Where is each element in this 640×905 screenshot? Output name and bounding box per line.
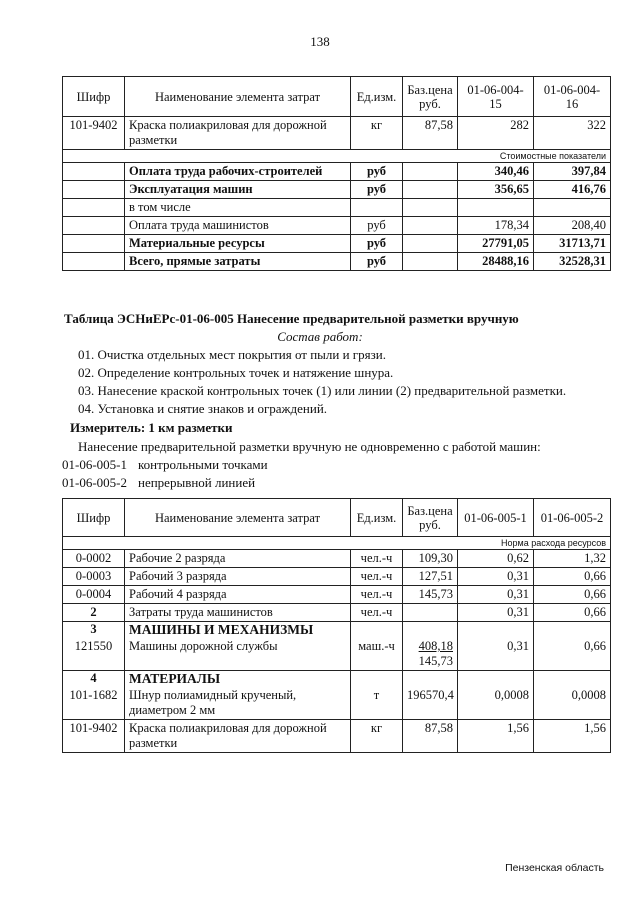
summary-v1: 27791,05: [458, 235, 534, 253]
cell-name: Краска полиакриловая для дорожной разметки: [125, 117, 351, 150]
table-row: [63, 235, 611, 253]
header-code: Шифр: [63, 77, 125, 117]
meter-unit: Измеритель: 1 км разметки: [70, 420, 233, 435]
cell-price: 87,58: [403, 720, 458, 753]
cell-price: 109,30: [403, 550, 458, 568]
cell-v2: 322: [534, 117, 611, 150]
header-unit: Ед.изм.: [351, 499, 403, 537]
variant-label: непрерывной линией: [138, 475, 256, 490]
table-row: [63, 199, 611, 217]
cell-code: 101-9402: [63, 117, 125, 150]
cell-name: Затраты труда машинистов: [125, 604, 351, 622]
cell-unit: чел.-ч: [351, 604, 403, 622]
cell-name: Рабочие 2 разряда: [125, 550, 351, 568]
table-row: [63, 163, 611, 181]
summary-v1: 178,34: [458, 217, 534, 235]
header-code: Шифр: [63, 499, 125, 537]
cell-price: 145,73: [403, 586, 458, 604]
cell-name: Рабочий 3 разряда: [125, 568, 351, 586]
cell-v2: 1,56: [534, 720, 611, 753]
section-label: Норма расхода ресурсов: [63, 537, 611, 550]
table-row: [63, 568, 611, 586]
cell-v1: 1,56: [458, 720, 534, 753]
section-title: МАШИНЫ И МЕХАНИЗМЫ: [125, 622, 351, 639]
work-step: 03. Нанесение краской контрольных точек (1) или линии (2) предварительной разметки.: [78, 383, 567, 398]
header-price: Баз.цена руб.: [403, 499, 458, 537]
cell-v2: 0,66: [534, 604, 611, 622]
description: Нанесение предварительной разметки вручную не одновременно с работой машин:: [78, 439, 541, 454]
table-row: [63, 217, 611, 235]
composition-title: Состав работ:: [277, 329, 363, 344]
header-name: Наименование элемента затрат: [125, 499, 351, 537]
cost-table-1: [62, 76, 611, 271]
table-heading: Таблица ЭСНиЕРс-01-06-005 Нанесение предварительной разметки вручную: [64, 311, 519, 326]
section-label: Стоимостные показатели: [63, 150, 611, 163]
cell-v2: 0,66: [534, 638, 611, 671]
cell-v2: 0,66: [534, 586, 611, 604]
cell-unit: чел.-ч: [351, 550, 403, 568]
cell-code: 121550: [63, 638, 125, 671]
cell-code: 101-1682: [63, 687, 125, 720]
summary-name: Оплата труда рабочих-строителей: [125, 163, 351, 181]
table-row: [63, 550, 611, 568]
summary-name: Эксплуатация машин: [125, 181, 351, 199]
cell-price: 408,18: [418, 639, 453, 653]
table-row: [63, 181, 611, 199]
work-step: 04. Установка и снятие знаков и ограждений.: [78, 401, 328, 416]
table-row: [63, 253, 611, 271]
section-title: МАТЕРИАЛЫ: [125, 671, 351, 688]
work-step: 02. Определение контрольных точек и натяжение шнура.: [78, 365, 394, 380]
summary-v1: 28488,16: [458, 253, 534, 271]
header-name: Наименование элемента затрат: [125, 77, 351, 117]
table-row: [63, 117, 611, 150]
cell-name: Машины дорожной службы: [125, 638, 351, 671]
summary-unit: руб: [351, 163, 403, 181]
summary-unit: руб: [351, 253, 403, 271]
cell-v1: 0,31: [458, 586, 534, 604]
summary-v2: 208,40: [534, 217, 611, 235]
cell-v1: 0,31: [458, 638, 534, 671]
cell-v2: 0,66: [534, 568, 611, 586]
variant-label: контрольными точками: [138, 457, 268, 472]
table-row: [63, 586, 611, 604]
summary-unit: руб: [351, 181, 403, 199]
header-unit: Ед.изм.: [351, 77, 403, 117]
cell-v1: 0,31: [458, 604, 534, 622]
summary-name: в том числе: [125, 199, 351, 217]
cell-unit: маш.-ч: [351, 638, 403, 671]
summary-v2: 416,76: [534, 181, 611, 199]
cell-price: 196570,4: [403, 687, 458, 720]
work-step: 01. Очистка отдельных мест покрытия от пыли и грязи.: [78, 347, 386, 362]
table-row: [63, 671, 611, 688]
cell-unit: чел.-ч: [351, 568, 403, 586]
header-col-1: 01-06-005-1: [458, 499, 534, 537]
cell-unit: кг: [351, 117, 403, 150]
summary-name: Материальные ресурсы: [125, 235, 351, 253]
table-row: [63, 720, 611, 753]
cell-v2: 0,0008: [534, 687, 611, 720]
summary-unit: руб: [351, 217, 403, 235]
summary-v1: 356,65: [458, 181, 534, 199]
cell-v2: 1,32: [534, 550, 611, 568]
cell-price: 87,58: [403, 117, 458, 150]
variant-code: 01-06-005-1: [62, 457, 127, 472]
cell-v1: 0,31: [458, 568, 534, 586]
cell-name: Шнур полиамидный крученый, диаметром 2 мм: [125, 687, 351, 720]
page-number: 138: [310, 34, 330, 49]
table-row: [63, 687, 611, 720]
summary-unit: руб: [351, 235, 403, 253]
cell-name: Рабочий 4 разряда: [125, 586, 351, 604]
cell-code: 4: [63, 671, 125, 688]
header-col-2: 01-06-005-2: [534, 499, 611, 537]
cell-price: 127,51: [403, 568, 458, 586]
cell-code: 0-0002: [63, 550, 125, 568]
cell-code: 101-9402: [63, 720, 125, 753]
cell-v1: 282: [458, 117, 534, 150]
cell-v1: 0,0008: [458, 687, 534, 720]
footer-region: Пензенская область: [505, 862, 604, 874]
summary-name: Оплата труда машинистов: [125, 217, 351, 235]
header-price: Баз.цена руб.: [403, 77, 458, 117]
cell-code: 0-0004: [63, 586, 125, 604]
cell-price-secondary: 145,73: [418, 654, 453, 668]
cell-v1: 0,62: [458, 550, 534, 568]
cell-code: 3: [63, 622, 125, 639]
header-col-2: 01-06-004-16: [534, 77, 611, 117]
cell-name: Краска полиакриловая для дорожной разметки: [125, 720, 351, 753]
table-row: [63, 638, 611, 671]
cell-code: 2: [63, 604, 125, 622]
cell-unit: кг: [351, 720, 403, 753]
resource-table-2: [62, 498, 611, 753]
header-col-1: 01-06-004-15: [458, 77, 534, 117]
summary-name: Всего, прямые затраты: [125, 253, 351, 271]
cell-unit: чел.-ч: [351, 586, 403, 604]
variant-code: 01-06-005-2: [62, 475, 127, 490]
summary-v2: 397,84: [534, 163, 611, 181]
summary-v2: 31713,71: [534, 235, 611, 253]
table-row: [63, 604, 611, 622]
summary-v2: 32528,31: [534, 253, 611, 271]
cell-unit: т: [351, 687, 403, 720]
summary-v1: 340,46: [458, 163, 534, 181]
cell-code: 0-0003: [63, 568, 125, 586]
table-row: [63, 622, 611, 639]
